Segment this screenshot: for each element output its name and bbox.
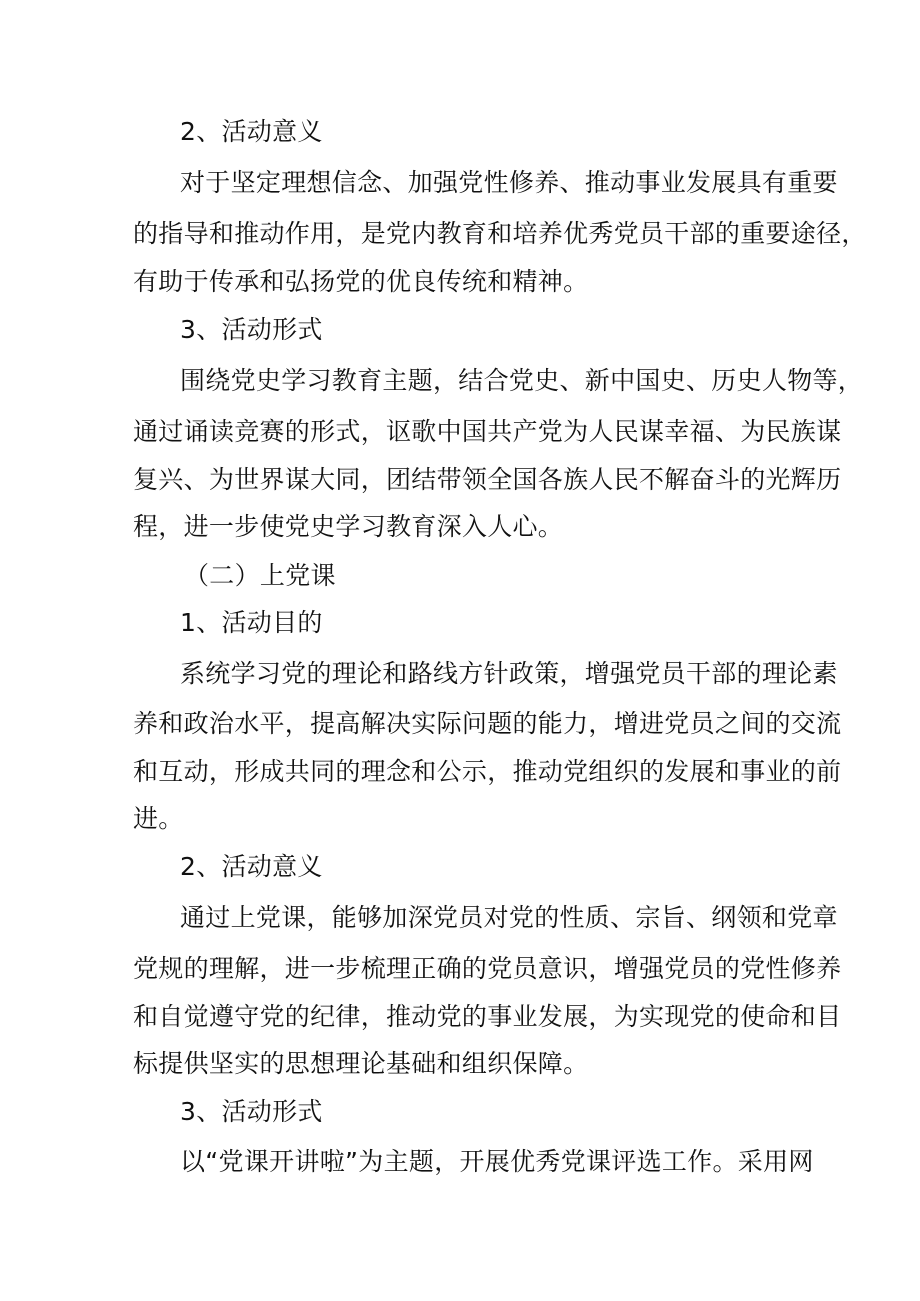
paragraph-line: 和自觉遵守党的纪律，推动党的事业发展，为实现党的使命和目 <box>133 1002 842 1031</box>
section-heading: 2、活动意义 <box>180 852 323 881</box>
paragraph-line: 有助于传承和弘扬党的优良传统和精神。 <box>133 267 589 296</box>
paragraph-line: 以“党课开讲啦”为主题，开展优秀党课评选工作。采用网 <box>180 1147 814 1176</box>
paragraph-line: 的指导和推动作用，是党内教育和培养优秀党员干部的重要途径， <box>133 219 867 248</box>
paragraph-line: 进。 <box>133 804 184 833</box>
paragraph-line: 围绕党史学习教育主题，结合党史、新中国史、历史人物等， <box>180 366 864 395</box>
paragraph-line: 通过诵读竞赛的形式，讴歌中国共产党为人民谋幸福、为民族谋 <box>133 417 842 446</box>
paragraph-line: 标提供坚实的思想理论基础和组织保障。 <box>133 1049 589 1078</box>
section-heading: 3、活动形式 <box>180 315 323 344</box>
paragraph-line: 对于坚定理想信念、加强党性修养、推动事业发展具有重要 <box>180 168 838 197</box>
paragraph-line: 养和政治水平，提高解决实际问题的能力，增进党员之间的交流 <box>133 709 842 738</box>
section-heading: 3、活动形式 <box>180 1097 323 1126</box>
paragraph-line: 和互动，形成共同的理念和公示，推动党组织的发展和事业的前 <box>133 757 842 786</box>
section-heading: 2、活动意义 <box>180 117 323 146</box>
paragraph-line: 程，进一步使党史学习教育深入人心。 <box>133 512 564 541</box>
chapter-heading: （二）上党课 <box>184 561 336 590</box>
paragraph-line: 系统学习党的理论和路线方针政策，增强党员干部的理论素 <box>180 659 838 688</box>
paragraph-line: 党规的理解，进一步梳理正确的党员意识，增强党员的党性修养 <box>133 954 842 983</box>
paragraph-line: 复兴、为世界谋大同，团结带领全国各族人民不解奋斗的光辉历 <box>133 465 842 494</box>
section-heading: 1、活动目的 <box>180 608 323 637</box>
paragraph-line: 通过上党课，能够加深党员对党的性质、宗旨、纲领和党章 <box>180 903 838 932</box>
